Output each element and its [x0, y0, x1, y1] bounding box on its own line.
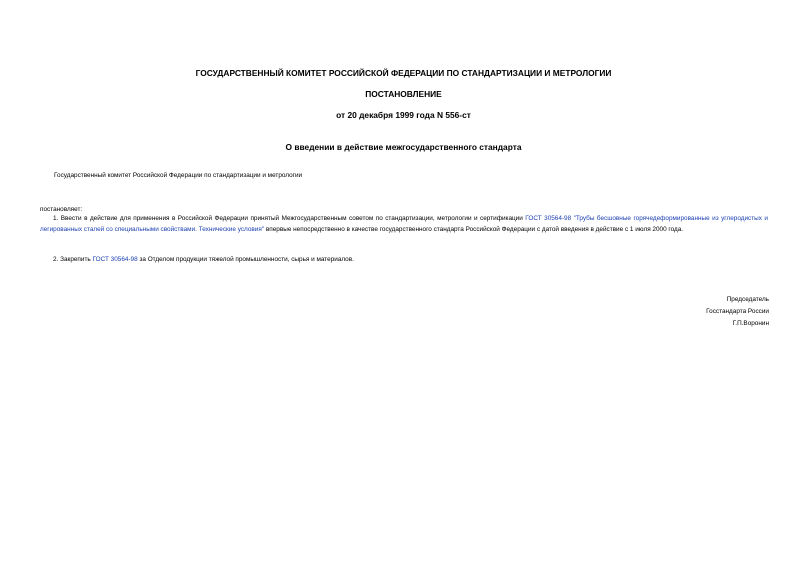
signature-name: Г.П.Воронин [732, 320, 769, 327]
intro-text: Государственный комитет Российской Федерации по стандартизации и метрологии [54, 172, 303, 179]
document-type: ПОСТАНОВЛЕНИЕ [365, 89, 442, 99]
item-1-prefix: 1. Ввести в действие для применения в Российской Федерации принятый Межгосударственным советом по стандартизации, метрологии и сертификации [53, 215, 526, 222]
agency-heading: ГОСУДАРСТВЕННЫЙ КОМИТЕТ РОССИЙСКОЙ ФЕДЕРАЦИИ ПО СТАНДАРТИЗАЦИИ И МЕТРОЛОГИИ [195, 68, 612, 78]
document-date-number: от 20 декабря 1999 года N 556-ст [336, 110, 471, 120]
item-1-paragraph [40, 213, 768, 235]
signature-block [706, 294, 769, 330]
gost-link-1[interactable]: ГОСТ 30564-98 "Трубы бесшовные горячедеформированные из углеродистых и легированных сталей со специальными свойствами. Технические условия" [40, 215, 768, 233]
item-2-suffix: за Отделом продукции тяжелой промышленности, сырья и материалов. [137, 256, 354, 263]
item-2-prefix: 2. Закрепить [53, 256, 93, 263]
item-2-paragraph [40, 254, 768, 265]
item-1-suffix: впервые непосредственно в качестве государственного стандарта Российской Федерации с датой введения в действие с 1 июля 2000 года. [264, 226, 684, 233]
gost-link-2[interactable]: ГОСТ 30564-98 [92, 256, 138, 263]
signature-title: Председатель [726, 296, 769, 303]
resolves-label: постановляет: [40, 206, 83, 213]
signature-org: Госстандарта России [706, 308, 769, 315]
document-subject: О введении в действие межгосударственного стандарта [285, 142, 522, 152]
